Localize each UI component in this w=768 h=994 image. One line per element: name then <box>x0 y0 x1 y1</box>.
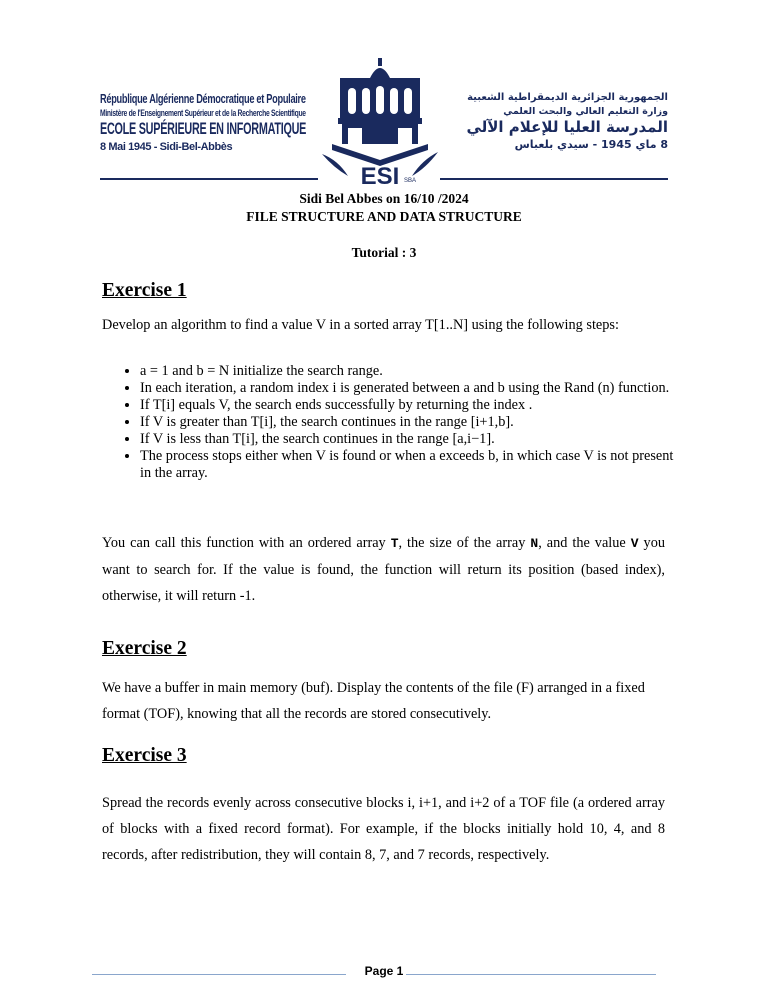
logo-subtext: SBA <box>404 178 417 184</box>
school-name-ar: المدرسة العليا للإعلام الآلي <box>466 118 668 136</box>
exercise-1-steps <box>118 363 688 482</box>
code-V: V <box>630 536 639 551</box>
list-item: • If V is greater than T[i], the search continues in the range [i+1,b]. <box>140 414 688 431</box>
list-item: • If T[i] equals V, the search ends successfully by returning the index . <box>140 397 688 414</box>
exercise-2-text: We have a buffer in main memory (buf). Display the contents of the file (F) arranged in a fixed format (TOF), knowing that all the records are stored consecutively. <box>102 680 645 722</box>
exercise-1-heading: Exercise 1 <box>102 280 187 301</box>
header-rule-right <box>440 178 668 180</box>
republic-name-ar: الجمهورية الجزائرية الديمقراطية الشعبية <box>467 92 668 103</box>
exercise-2-heading: Exercise 2 <box>102 638 187 659</box>
text: , and the value <box>538 535 631 551</box>
exercise-1-usage <box>102 530 665 609</box>
exercise-3-heading: Exercise 3 <box>102 745 187 766</box>
header-arabic <box>452 92 668 151</box>
school-name: ECOLE SUPÉRIEURE EN INFORMATIQUE <box>100 119 307 138</box>
exercise-3-text: Spread the records evenly across consecutive blocks i, i+1, and i+2 of a TOF file (a ordered array of blocks with a fixed record format). For example, if the blocks initially hold 10, 4, and 8 records, after redistribution, they will contain 8, 7, and 7 records, respectively. <box>102 795 665 863</box>
republic-name: République Algérienne Démocratique et Populaire <box>100 92 306 106</box>
logo-text: ESI <box>360 163 400 186</box>
page-number: Page 1 <box>364 964 404 978</box>
text: You can call this function with an ordered array <box>102 535 391 551</box>
tutorial-number: Tutorial : 3 <box>351 245 417 260</box>
school-address: 8 Mai 1945 - Sidi-Bel-Abbès <box>100 141 233 153</box>
header-french <box>100 92 308 153</box>
header-rule-left <box>100 178 318 180</box>
code-T: T <box>390 536 399 551</box>
school-address-ar: 8 ماي 1945 - سيدي بلعباس <box>514 138 668 151</box>
ministry-name-ar: وزارة التعليم العالي والبحث العلمي <box>503 106 668 117</box>
course-title: FILE STRUCTURE AND DATA STRUCTURE <box>246 209 522 224</box>
list-item: • If V is less than T[i], the search continues in the range [a,i−1]. <box>140 431 688 448</box>
text: you want to search for. If the value is found, the function will return its position (based index), otherwise, it will return -1. <box>102 535 665 604</box>
exercise-1-intro: Develop an algorithm to find a value V in a sorted array T[1..N] using the following steps: <box>102 317 619 333</box>
code-N: N <box>530 536 539 551</box>
esi-logo <box>318 56 442 186</box>
list-item: • The process stops either when V is found or when a exceeds b, in which case V is not present in the array. <box>140 448 688 482</box>
text: , the size of the array <box>398 535 531 551</box>
ministry-name: Ministère de l'Enseignement Supérieur et de la Recherche Scientifique <box>100 108 306 118</box>
date-line: Sidi Bel Abbes on 16/10 /2024 <box>299 191 469 206</box>
list-item: • In each iteration, a random index i is generated between a and b using the Rand (n) function. <box>140 380 688 397</box>
list-item: • a = 1 and b = N initialize the search range. <box>140 363 688 380</box>
